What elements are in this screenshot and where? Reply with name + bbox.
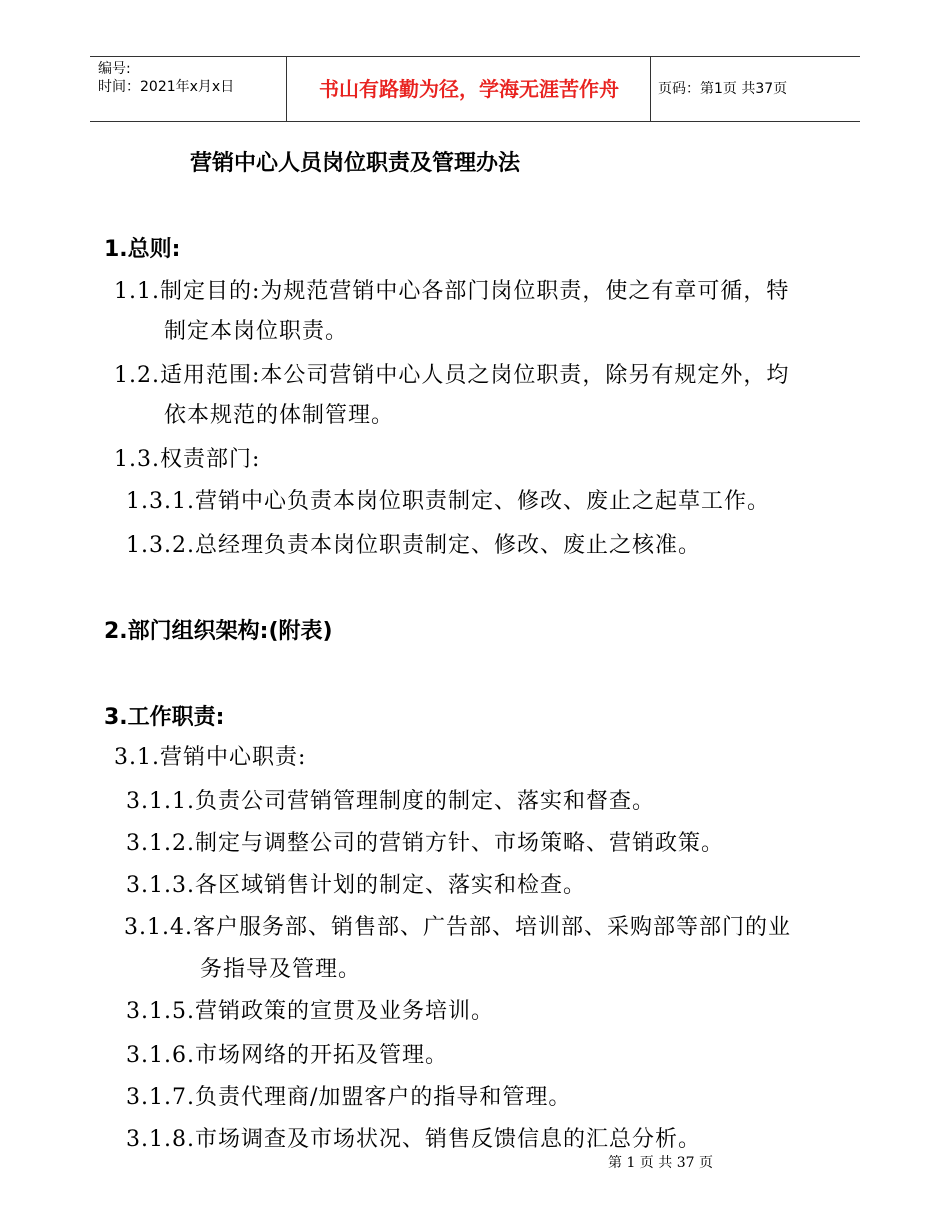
clause-3-1-2: 3.1.2.制定与调整公司的营销方针、市场策略、营销政策。 <box>126 831 724 856</box>
clause-1-2: 1.2.适用范围:本公司营销中心人员之岗位职责，除另有规定外，均 <box>114 363 790 388</box>
section-1-heading: 1.总则: <box>104 237 181 262</box>
clause-3-1-4-cont: 务指导及管理。 <box>200 957 362 982</box>
clause-3-1-3: 3.1.3.各区域销售计划的制定、落实和检查。 <box>126 873 586 898</box>
clause-3-1: 3.1.营销中心职责: <box>114 745 307 770</box>
clause-3-1-6: 3.1.6.市场网络的开拓及管理。 <box>126 1043 448 1068</box>
section-3-heading: 3.工作职责: <box>104 705 225 730</box>
time-label: 时间：2021年x月x日 <box>98 79 235 95</box>
header-page-info: 页码：第1页 共37页 <box>658 81 788 97</box>
document-header <box>90 56 860 122</box>
clause-1-1-cont: 制定本岗位职责。 <box>164 319 349 344</box>
clause-3-1-8: 3.1.8.市场调查及市场状况、销售反馈信息的汇总分析。 <box>126 1127 701 1152</box>
clause-3-1-4: 3.1.4.客户服务部、销售部、广告部、培训部、采购部等部门的业 <box>124 915 791 940</box>
header-divider-right <box>650 57 651 121</box>
clause-1-3: 1.3.权责部门: <box>114 447 261 472</box>
clause-1-3-1: 1.3.1.营销中心负责本岗位职责制定、修改、废止之起草工作。 <box>126 489 770 514</box>
clause-3-1-7: 3.1.7.负责代理商/加盟客户的指导和管理。 <box>126 1085 572 1110</box>
section-2-heading: 2.部门组织架构:(附表) <box>104 619 333 644</box>
page-footer: 第 1 页 共 37 页 <box>608 1155 713 1171</box>
clause-1-3-2: 1.3.2.总经理负责本岗位职责制定、修改、废止之核准。 <box>126 533 701 558</box>
clause-1-1: 1.1.制定目的:为规范营销中心各部门岗位职责，使之有章可循，特 <box>114 279 790 304</box>
clause-3-1-5: 3.1.5.营销政策的宣贯及业务培训。 <box>126 999 494 1024</box>
number-label: 编号: <box>98 61 131 77</box>
header-meta <box>98 60 234 96</box>
clause-3-1-1: 3.1.1.负责公司营销管理制度的制定、落实和督查。 <box>126 789 655 814</box>
document-title: 营销中心人员岗位职责及管理办法 <box>190 151 521 176</box>
header-divider-left <box>286 57 287 121</box>
header-motto: 书山有路勤为径，学海无涯苦作舟 <box>319 77 619 101</box>
clause-1-2-cont: 依本规范的体制管理。 <box>164 403 395 428</box>
